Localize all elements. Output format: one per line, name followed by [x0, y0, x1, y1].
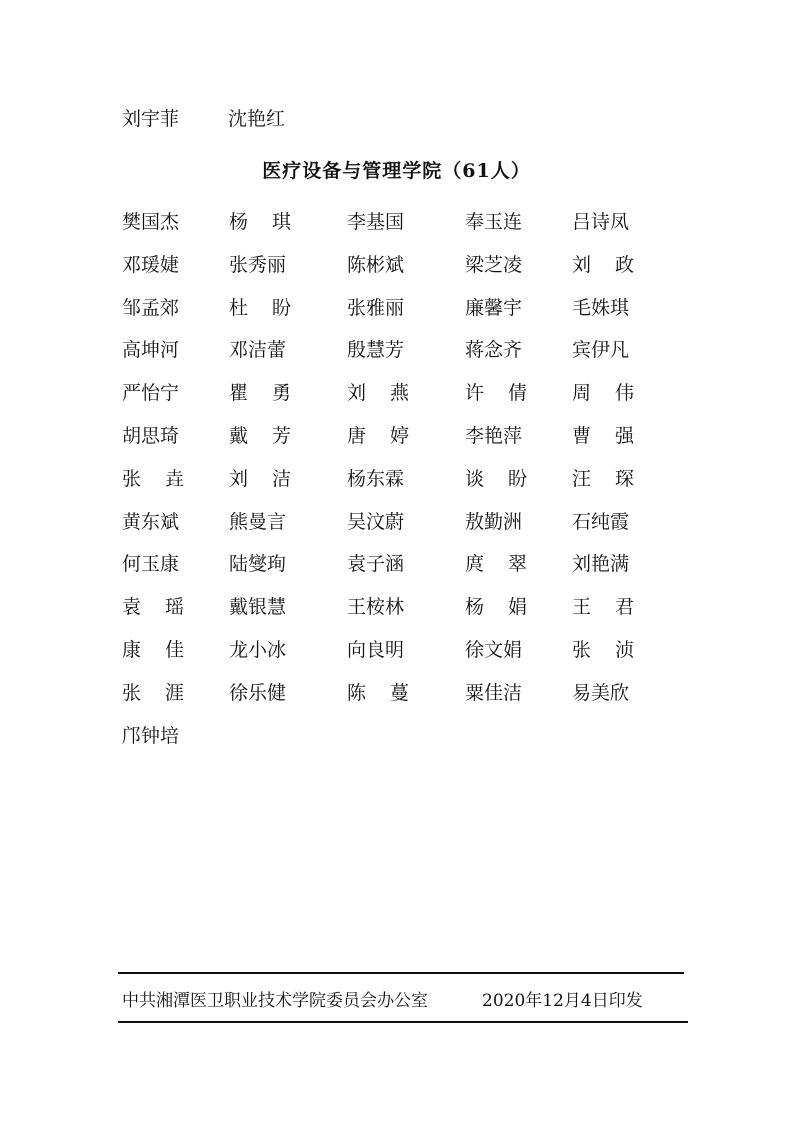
name-entry: 邓瑗婕: [122, 253, 180, 276]
name-entry: 粟佳洁: [465, 681, 523, 704]
name-entry: 石纯霞: [572, 510, 630, 533]
name-entry: 廉馨宇: [465, 296, 523, 319]
name-entry: 陈 蔓: [347, 681, 409, 704]
section-heading: 医疗设备与管理学院（61人）: [262, 160, 531, 182]
name-entry: 梁芝凌: [465, 253, 523, 276]
name-entry: 杨 琪: [229, 211, 291, 233]
name-entry: 张秀丽: [229, 253, 287, 276]
name-entry: 戴 芳: [229, 424, 291, 447]
name-entry: 唐 婷: [347, 424, 409, 447]
name-entry: 沈艳红: [228, 108, 286, 130]
name-entry: 龙小冰: [229, 638, 287, 661]
name-entry: 刘 燕: [347, 382, 409, 405]
name-entry: 奉玉连: [465, 211, 523, 233]
name-entry: 许 倩: [465, 382, 527, 405]
footer-top-rule: [118, 972, 684, 974]
name-entry: 袁 瑶: [122, 596, 184, 619]
name-entry: 向良明: [347, 638, 405, 661]
name-entry: 蒋念齐: [465, 339, 523, 362]
name-entry: 瞿 勇: [229, 382, 291, 405]
name-entry: 陈彬斌: [347, 253, 405, 276]
name-entry: 徐文娟: [465, 638, 523, 661]
name-entry: 杨 娟: [465, 596, 527, 619]
name-entry: 敖勤洲: [465, 510, 523, 533]
name-entry: 刘 洁: [229, 467, 291, 490]
name-entry: 何玉康: [122, 553, 180, 576]
name-entry: 胡思琦: [122, 424, 180, 447]
name-entry: 吴汶蔚: [347, 510, 405, 533]
name-entry: 张 浈: [572, 638, 634, 661]
name-entry: 李基国: [347, 211, 405, 233]
name-entry: 刘艳满: [572, 553, 630, 576]
footer: [122, 987, 682, 1015]
name-entry: 吕诗凤: [572, 211, 630, 233]
name-entry: 庹 翠: [465, 553, 527, 576]
name-entry: 杨东霖: [347, 467, 405, 490]
name-entry: 刘 政: [572, 253, 634, 276]
issuer-office: 中共湘潭医卫职业技术学院委员会办公室: [122, 991, 428, 1011]
name-entry: 张雅丽: [347, 296, 405, 319]
name-entry: 黄东斌: [122, 510, 180, 533]
name-entry: 周 伟: [572, 382, 634, 405]
name-entry: 杜 盼: [229, 296, 291, 319]
previous-section-tail: [122, 104, 334, 134]
name-entry: 邝钟培: [122, 724, 180, 747]
name-entry: 熊曼言: [229, 510, 287, 533]
name-entry: 宾伊凡: [572, 339, 630, 362]
name-entry: 徐乐健: [229, 681, 287, 704]
name-entry: 汪 琛: [572, 467, 634, 490]
footer-bottom-rule: [118, 1021, 688, 1023]
name-entry: 王 君: [572, 596, 634, 619]
name-entry: 袁子涵: [347, 553, 405, 576]
name-entry: 邓洁蕾: [229, 339, 287, 362]
name-entry: 毛姝琪: [572, 296, 630, 319]
name-entry: 张 垚: [122, 467, 184, 490]
name-entry: 张 涯: [122, 681, 184, 704]
name-entry: 康 佳: [122, 638, 184, 661]
name-list: [122, 207, 682, 763]
name-entry: 殷慧芳: [347, 339, 405, 362]
name-entry: 戴银慧: [229, 596, 287, 619]
name-entry: 高坤河: [122, 339, 180, 362]
name-entry: 陆燮珣: [229, 553, 287, 576]
name-entry: 李艳萍: [465, 424, 523, 447]
name-entry: 樊国杰: [122, 211, 180, 233]
name-entry: 易美欣: [572, 681, 630, 704]
name-entry: 谈 盼: [465, 467, 527, 490]
name-entry: 刘宇菲: [122, 108, 180, 130]
name-entry: 邹孟郊: [122, 296, 180, 319]
issue-date: 2020年12月4日印发: [482, 991, 643, 1011]
name-entry: 严怡宁: [122, 382, 180, 405]
name-entry: 王桉林: [347, 596, 405, 619]
name-entry: 曹 强: [572, 424, 634, 447]
